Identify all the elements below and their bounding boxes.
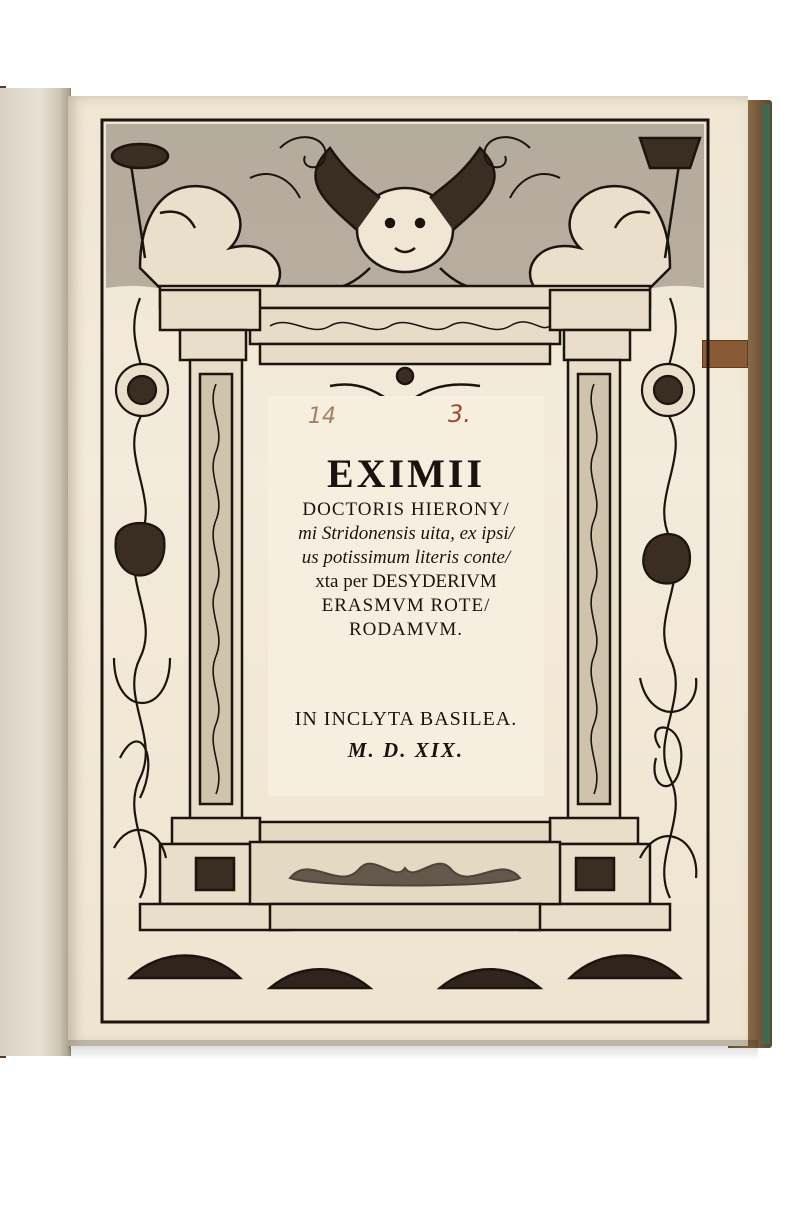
page-shadow	[68, 1040, 758, 1060]
manuscript-note-right: 3.	[448, 400, 471, 428]
title-line: us potissimum literis conte/	[301, 547, 511, 568]
feet	[130, 956, 680, 989]
left-foliage	[114, 298, 170, 898]
left-flyleaf	[0, 88, 71, 1056]
title-line: DOCTORIS HIERONY/	[302, 499, 510, 520]
title-line: xta per DESYDERIVM	[315, 571, 497, 592]
title-headline: EXIMII	[326, 451, 486, 496]
title-line: RODAMVM.	[348, 619, 464, 640]
cover-edge	[763, 104, 770, 1044]
imprint-place: IN INCLYTA BASILEA.	[294, 708, 518, 730]
frieze	[250, 308, 560, 344]
title-line: mi Stridonensis uita, ex ipsi/	[298, 523, 514, 544]
right-foliage	[640, 298, 696, 898]
title-line: ERASMVM ROTE/	[321, 595, 491, 616]
imprint-date: M. D. XIX.	[347, 738, 465, 762]
manuscript-note-left: 14	[308, 404, 336, 429]
